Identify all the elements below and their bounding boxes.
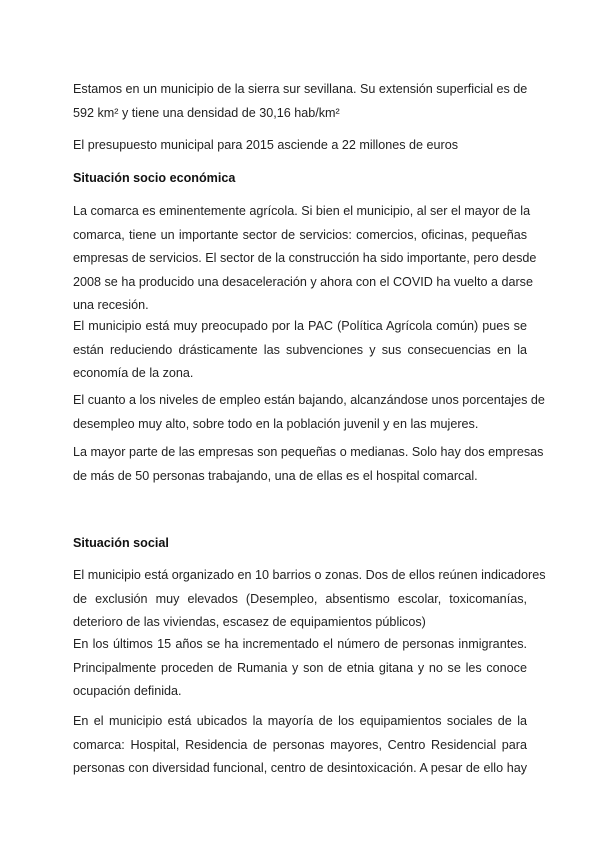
- paragraph-line: La comarca es eminentemente agrícola. Si bien el municipio, al ser el mayor de la: [73, 204, 531, 218]
- social-paragraph-1: [73, 564, 546, 635]
- paragraph-line: comarca, tiene un importante sector de servicios: comercios, oficinas, pequeñas: [73, 227, 527, 242]
- paragraph-line: empresas de servicios. El sector de la construcción ha sido importante, pero desde: [73, 251, 537, 265]
- social-paragraph-2: [73, 633, 527, 704]
- budget-line: El presupuesto municipal para 2015 asciende a 22 millones de euros: [73, 138, 459, 152]
- socioeconomic-paragraph-1: [73, 200, 537, 318]
- intro-line: 592 km² y tiene una densidad de 30,16 hab/km²: [73, 105, 340, 120]
- social-paragraph-3: [73, 710, 527, 781]
- paragraph-line: La mayor parte de las empresas son pequeñas o medianas. Solo hay dos empresas: [73, 445, 544, 459]
- paragraph-line: comarca: Hospital, Residencia de personas mayores, Centro Residencial para: [73, 737, 527, 752]
- paragraph-line: El municipio está muy preocupado por la PAC (Política Agrícola común) pues se: [73, 319, 527, 333]
- paragraph-line: deterioro de las viviendas, escasez de equipamientos públicos): [73, 615, 426, 629]
- paragraph-line: una recesión.: [73, 298, 149, 312]
- paragraph-line: de más de 50 personas trabajando, una de ellas es el hospital comarcal.: [73, 468, 478, 483]
- paragraph-line: están reduciendo drásticamente las subvenciones y sus consecuencias en la: [73, 342, 527, 357]
- section-title-social: Situación social: [73, 536, 169, 550]
- socioeconomic-paragraph-2: [73, 315, 527, 386]
- paragraph-line: economía de la zona.: [73, 366, 194, 380]
- paragraph-line: desempleo muy alto, sobre todo en la población juvenil y en las mujeres.: [73, 416, 479, 431]
- intro-line: Estamos en un municipio de la sierra sur sevillana. Su extensión superficial es de: [73, 82, 528, 96]
- paragraph-line: En el municipio está ubicados la mayoría de los equipamientos sociales de la: [73, 714, 527, 728]
- intro-paragraph: [73, 78, 527, 125]
- paragraph-line: El municipio está organizado en 10 barrios o zonas. Dos de ellos reúnen indicadores: [73, 568, 546, 582]
- paragraph-line: Principalmente proceden de Rumania y son de etnia gitana y no se les conoce: [73, 660, 527, 675]
- section-title-socioeconomic: Situación socio económica: [73, 171, 236, 185]
- paragraph-line: El cuanto a los niveles de empleo están bajando, alcanzándose unos porcentajes de: [73, 393, 545, 407]
- paragraph-line: ocupación definida.: [73, 684, 182, 698]
- paragraph-line: En los últimos 15 años se ha incrementado el número de personas inmigrantes.: [73, 637, 527, 651]
- paragraph-line: 2008 se ha producido una desaceleración y ahora con el COVID ha vuelto a darse: [73, 274, 533, 289]
- socioeconomic-paragraph-4: [73, 441, 544, 488]
- socioeconomic-paragraph-3: [73, 389, 545, 436]
- paragraph-line: de exclusión muy elevados (Desempleo, absentismo escolar, toxicomanías,: [73, 591, 527, 606]
- paragraph-line: personas con diversidad funcional, centro de desintoxicación. A pesar de ello hay: [73, 761, 527, 775]
- budget-paragraph: [73, 134, 527, 158]
